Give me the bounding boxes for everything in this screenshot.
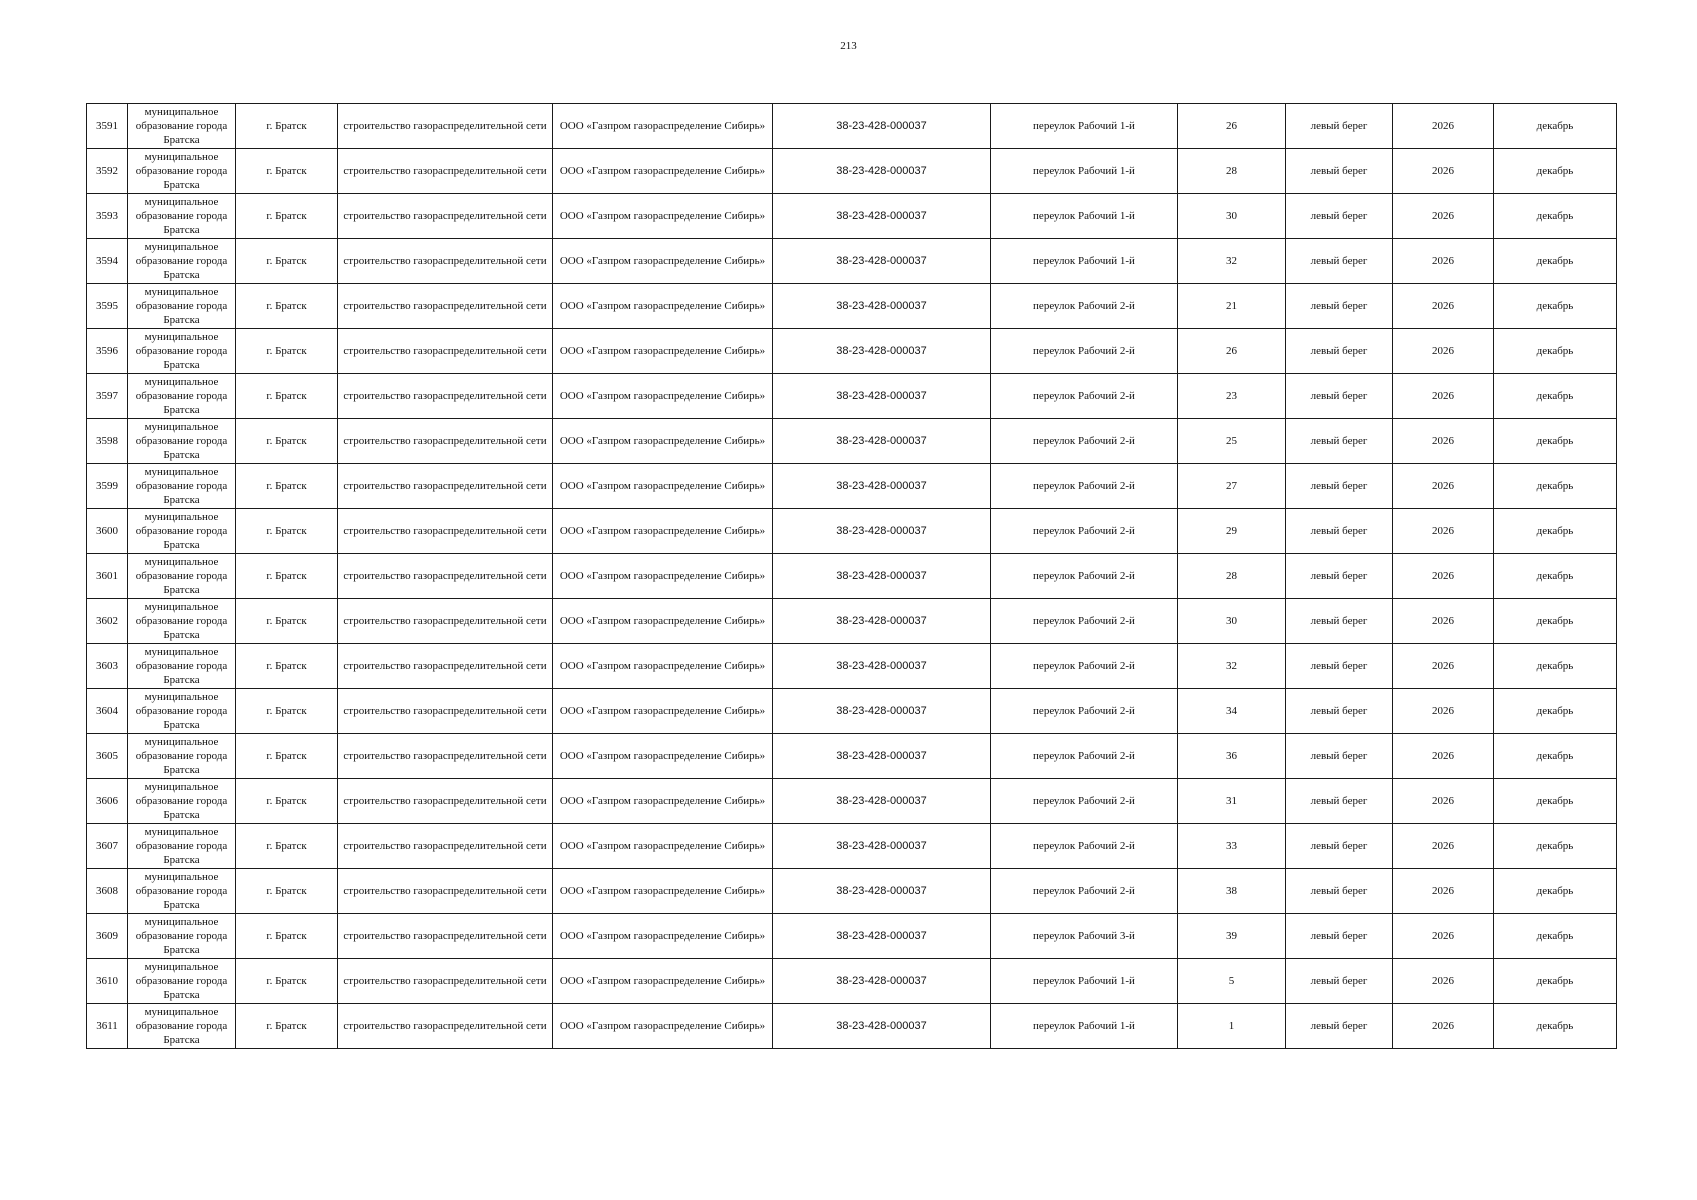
table-row [87,374,1617,419]
organization-cell: ООО «Газпром газораспределение Сибирь» [553,554,773,599]
city-cell: г. Братск [236,1004,338,1049]
street-cell: переулок Рабочий 2-й [991,509,1178,554]
row-number-cell: 3597 [87,374,128,419]
city-area-cell: левый берег [1286,869,1393,914]
street-cell: переулок Рабочий 2-й [991,554,1178,599]
year-cell: 2026 [1393,869,1494,914]
organization-cell: ООО «Газпром газораспределение Сибирь» [553,734,773,779]
work-type-cell: строительство газораспределительной сети [338,149,553,194]
city-area-cell: левый берег [1286,509,1393,554]
city-area-cell: левый берег [1286,554,1393,599]
city-cell: г. Братск [236,554,338,599]
work-type-cell: строительство газораспределительной сети [338,419,553,464]
city-cell: г. Братск [236,149,338,194]
organization-cell: ООО «Газпром газораспределение Сибирь» [553,644,773,689]
municipality-cell: муниципальное образование города Братска [128,194,236,239]
street-cell: переулок Рабочий 1-й [991,104,1178,149]
municipality-cell: муниципальное образование города Братска [128,734,236,779]
city-area-cell: левый берег [1286,419,1393,464]
object-code-cell: 38-23-428-000037 [773,599,991,644]
row-number-cell: 3598 [87,419,128,464]
city-area-cell: левый берег [1286,824,1393,869]
city-cell: г. Братск [236,914,338,959]
city-cell: г. Братск [236,194,338,239]
city-cell: г. Братск [236,239,338,284]
city-area-cell: левый берег [1286,599,1393,644]
table-row [87,329,1617,374]
city-cell: г. Братск [236,689,338,734]
month-cell: декабрь [1494,599,1617,644]
row-number-cell: 3600 [87,509,128,554]
city-area-cell: левый берег [1286,914,1393,959]
work-type-cell: строительство газораспределительной сети [338,194,553,239]
street-cell: переулок Рабочий 2-й [991,419,1178,464]
municipality-cell: муниципальное образование города Братска [128,374,236,419]
municipality-cell: муниципальное образование города Братска [128,1004,236,1049]
year-cell: 2026 [1393,284,1494,329]
city-area-cell: левый берег [1286,959,1393,1004]
house-number-cell: 21 [1178,284,1286,329]
organization-cell: ООО «Газпром газораспределение Сибирь» [553,914,773,959]
row-number-cell: 3608 [87,869,128,914]
organization-cell: ООО «Газпром газораспределение Сибирь» [553,599,773,644]
table-body [87,104,1617,1049]
row-number-cell: 3593 [87,194,128,239]
work-type-cell: строительство газораспределительной сети [338,284,553,329]
object-code-cell: 38-23-428-000037 [773,194,991,239]
house-number-cell: 33 [1178,824,1286,869]
organization-cell: ООО «Газпром газораспределение Сибирь» [553,239,773,284]
month-cell: декабрь [1494,104,1617,149]
table-row [87,959,1617,1004]
row-number-cell: 3591 [87,104,128,149]
house-number-cell: 27 [1178,464,1286,509]
house-number-cell: 30 [1178,194,1286,239]
object-code-cell: 38-23-428-000037 [773,464,991,509]
house-number-cell: 25 [1178,419,1286,464]
table-row [87,734,1617,779]
city-area-cell: левый берег [1286,194,1393,239]
row-number-cell: 3595 [87,284,128,329]
table-row [87,1004,1617,1049]
house-number-cell: 32 [1178,644,1286,689]
organization-cell: ООО «Газпром газораспределение Сибирь» [553,104,773,149]
year-cell: 2026 [1393,599,1494,644]
work-type-cell: строительство газораспределительной сети [338,554,553,599]
table-row [87,284,1617,329]
table-row [87,194,1617,239]
city-cell: г. Братск [236,779,338,824]
table-row [87,419,1617,464]
organization-cell: ООО «Газпром газораспределение Сибирь» [553,374,773,419]
organization-cell: ООО «Газпром газораспределение Сибирь» [553,329,773,374]
house-number-cell: 30 [1178,599,1286,644]
work-type-cell: строительство газораспределительной сети [338,689,553,734]
municipality-cell: муниципальное образование города Братска [128,239,236,284]
object-code-cell: 38-23-428-000037 [773,779,991,824]
street-cell: переулок Рабочий 2-й [991,689,1178,734]
work-type-cell: строительство газораспределительной сети [338,824,553,869]
city-cell: г. Братск [236,824,338,869]
work-type-cell: строительство газораспределительной сети [338,869,553,914]
city-area-cell: левый берег [1286,689,1393,734]
municipality-cell: муниципальное образование города Братска [128,329,236,374]
municipality-cell: муниципальное образование города Братска [128,464,236,509]
month-cell: декабрь [1494,689,1617,734]
municipality-cell: муниципальное образование города Братска [128,914,236,959]
municipality-cell: муниципальное образование города Братска [128,779,236,824]
table-row [87,824,1617,869]
object-code-cell: 38-23-428-000037 [773,329,991,374]
row-number-cell: 3606 [87,779,128,824]
municipality-cell: муниципальное образование города Братска [128,644,236,689]
work-type-cell: строительство газораспределительной сети [338,734,553,779]
month-cell: декабрь [1494,869,1617,914]
table-row [87,149,1617,194]
table-row [87,239,1617,284]
table-row [87,644,1617,689]
city-cell: г. Братск [236,419,338,464]
municipality-cell: муниципальное образование города Братска [128,554,236,599]
month-cell: декабрь [1494,194,1617,239]
row-number-cell: 3594 [87,239,128,284]
row-number-cell: 3602 [87,599,128,644]
house-number-cell: 31 [1178,779,1286,824]
object-code-cell: 38-23-428-000037 [773,509,991,554]
row-number-cell: 3604 [87,689,128,734]
row-number-cell: 3596 [87,329,128,374]
work-type-cell: строительство газораспределительной сети [338,779,553,824]
city-area-cell: левый берег [1286,104,1393,149]
street-cell: переулок Рабочий 2-й [991,329,1178,374]
organization-cell: ООО «Газпром газораспределение Сибирь» [553,869,773,914]
table-row [87,599,1617,644]
city-cell: г. Братск [236,509,338,554]
street-cell: переулок Рабочий 2-й [991,824,1178,869]
street-cell: переулок Рабочий 2-й [991,644,1178,689]
object-code-cell: 38-23-428-000037 [773,149,991,194]
year-cell: 2026 [1393,554,1494,599]
street-cell: переулок Рабочий 1-й [991,239,1178,284]
table-row [87,104,1617,149]
municipality-cell: муниципальное образование города Братска [128,824,236,869]
row-number-cell: 3607 [87,824,128,869]
organization-cell: ООО «Газпром газораспределение Сибирь» [553,464,773,509]
city-area-cell: левый берег [1286,1004,1393,1049]
city-cell: г. Братск [236,734,338,779]
city-cell: г. Братск [236,869,338,914]
object-code-cell: 38-23-428-000037 [773,689,991,734]
city-cell: г. Братск [236,599,338,644]
organization-cell: ООО «Газпром газораспределение Сибирь» [553,779,773,824]
row-number-cell: 3610 [87,959,128,1004]
month-cell: декабрь [1494,644,1617,689]
row-number-cell: 3605 [87,734,128,779]
organization-cell: ООО «Газпром газораспределение Сибирь» [553,149,773,194]
year-cell: 2026 [1393,644,1494,689]
city-area-cell: левый берег [1286,329,1393,374]
house-number-cell: 39 [1178,914,1286,959]
year-cell: 2026 [1393,149,1494,194]
municipality-cell: муниципальное образование города Братска [128,869,236,914]
work-type-cell: строительство газораспределительной сети [338,599,553,644]
work-type-cell: строительство газораспределительной сети [338,644,553,689]
object-code-cell: 38-23-428-000037 [773,284,991,329]
year-cell: 2026 [1393,509,1494,554]
organization-cell: ООО «Газпром газораспределение Сибирь» [553,1004,773,1049]
month-cell: декабрь [1494,1004,1617,1049]
month-cell: декабрь [1494,284,1617,329]
municipality-cell: муниципальное образование города Братска [128,959,236,1004]
row-number-cell: 3609 [87,914,128,959]
street-cell: переулок Рабочий 2-й [991,284,1178,329]
municipality-cell: муниципальное образование города Братска [128,284,236,329]
month-cell: декабрь [1494,779,1617,824]
house-number-cell: 23 [1178,374,1286,419]
house-number-cell: 34 [1178,689,1286,734]
table-row [87,869,1617,914]
year-cell: 2026 [1393,914,1494,959]
organization-cell: ООО «Газпром газораспределение Сибирь» [553,284,773,329]
month-cell: декабрь [1494,914,1617,959]
object-code-cell: 38-23-428-000037 [773,914,991,959]
city-area-cell: левый берег [1286,284,1393,329]
year-cell: 2026 [1393,959,1494,1004]
street-cell: переулок Рабочий 2-й [991,734,1178,779]
house-number-cell: 26 [1178,329,1286,374]
work-type-cell: строительство газораспределительной сети [338,1004,553,1049]
table-row [87,689,1617,734]
city-cell: г. Братск [236,464,338,509]
month-cell: декабрь [1494,554,1617,599]
year-cell: 2026 [1393,239,1494,284]
object-code-cell: 38-23-428-000037 [773,419,991,464]
work-type-cell: строительство газораспределительной сети [338,914,553,959]
row-number-cell: 3599 [87,464,128,509]
object-code-cell: 38-23-428-000037 [773,824,991,869]
house-number-cell: 5 [1178,959,1286,1004]
municipality-cell: муниципальное образование города Братска [128,149,236,194]
street-cell: переулок Рабочий 2-й [991,599,1178,644]
object-code-cell: 38-23-428-000037 [773,644,991,689]
house-number-cell: 28 [1178,149,1286,194]
work-type-cell: строительство газораспределительной сети [338,104,553,149]
street-cell: переулок Рабочий 2-й [991,374,1178,419]
work-type-cell: строительство газораспределительной сети [338,959,553,1004]
work-type-cell: строительство газораспределительной сети [338,374,553,419]
object-code-cell: 38-23-428-000037 [773,1004,991,1049]
organization-cell: ООО «Газпром газораспределение Сибирь» [553,509,773,554]
object-code-cell: 38-23-428-000037 [773,869,991,914]
street-cell: переулок Рабочий 1-й [991,149,1178,194]
city-area-cell: левый берег [1286,779,1393,824]
month-cell: декабрь [1494,464,1617,509]
municipality-cell: муниципальное образование города Братска [128,689,236,734]
city-area-cell: левый берег [1286,464,1393,509]
street-cell: переулок Рабочий 1-й [991,1004,1178,1049]
year-cell: 2026 [1393,734,1494,779]
year-cell: 2026 [1393,104,1494,149]
street-cell: переулок Рабочий 3-й [991,914,1178,959]
organization-cell: ООО «Газпром газораспределение Сибирь» [553,419,773,464]
street-cell: переулок Рабочий 2-й [991,464,1178,509]
page-number: 213 [840,40,857,52]
work-type-cell: строительство газораспределительной сети [338,464,553,509]
month-cell: декабрь [1494,959,1617,1004]
municipality-cell: муниципальное образование города Братска [128,419,236,464]
city-cell: г. Братск [236,374,338,419]
house-number-cell: 36 [1178,734,1286,779]
municipality-cell: муниципальное образование города Братска [128,509,236,554]
street-cell: переулок Рабочий 1-й [991,194,1178,239]
municipality-cell: муниципальное образование города Братска [128,599,236,644]
organization-cell: ООО «Газпром газораспределение Сибирь» [553,824,773,869]
city-cell: г. Братск [236,329,338,374]
street-cell: переулок Рабочий 1-й [991,959,1178,1004]
house-number-cell: 26 [1178,104,1286,149]
month-cell: декабрь [1494,149,1617,194]
year-cell: 2026 [1393,419,1494,464]
year-cell: 2026 [1393,779,1494,824]
house-number-cell: 29 [1178,509,1286,554]
street-cell: переулок Рабочий 2-й [991,779,1178,824]
object-code-cell: 38-23-428-000037 [773,734,991,779]
table-row [87,914,1617,959]
year-cell: 2026 [1393,824,1494,869]
object-code-cell: 38-23-428-000037 [773,959,991,1004]
city-area-cell: левый берег [1286,149,1393,194]
city-area-cell: левый берег [1286,644,1393,689]
object-code-cell: 38-23-428-000037 [773,374,991,419]
month-cell: декабрь [1494,329,1617,374]
city-cell: г. Братск [236,644,338,689]
municipality-cell: муниципальное образование города Братска [128,104,236,149]
row-number-cell: 3611 [87,1004,128,1049]
city-area-cell: левый берег [1286,734,1393,779]
organization-cell: ООО «Газпром газораспределение Сибирь» [553,194,773,239]
month-cell: декабрь [1494,419,1617,464]
city-cell: г. Братск [236,104,338,149]
city-area-cell: левый берег [1286,239,1393,284]
object-code-cell: 38-23-428-000037 [773,554,991,599]
city-cell: г. Братск [236,284,338,329]
month-cell: декабрь [1494,239,1617,284]
year-cell: 2026 [1393,464,1494,509]
registry-table [86,103,1617,1049]
month-cell: декабрь [1494,824,1617,869]
row-number-cell: 3603 [87,644,128,689]
year-cell: 2026 [1393,689,1494,734]
house-number-cell: 28 [1178,554,1286,599]
table-row [87,464,1617,509]
organization-cell: ООО «Газпром газораспределение Сибирь» [553,689,773,734]
year-cell: 2026 [1393,329,1494,374]
month-cell: декабрь [1494,374,1617,419]
year-cell: 2026 [1393,374,1494,419]
house-number-cell: 1 [1178,1004,1286,1049]
city-cell: г. Братск [236,959,338,1004]
row-number-cell: 3601 [87,554,128,599]
row-number-cell: 3592 [87,149,128,194]
street-cell: переулок Рабочий 2-й [991,869,1178,914]
work-type-cell: строительство газораспределительной сети [338,509,553,554]
table-row [87,779,1617,824]
house-number-cell: 32 [1178,239,1286,284]
month-cell: декабрь [1494,734,1617,779]
city-area-cell: левый берег [1286,374,1393,419]
house-number-cell: 38 [1178,869,1286,914]
object-code-cell: 38-23-428-000037 [773,104,991,149]
year-cell: 2026 [1393,194,1494,239]
table-row [87,509,1617,554]
organization-cell: ООО «Газпром газораспределение Сибирь» [553,959,773,1004]
work-type-cell: строительство газораспределительной сети [338,329,553,374]
year-cell: 2026 [1393,1004,1494,1049]
month-cell: декабрь [1494,509,1617,554]
table-row [87,554,1617,599]
work-type-cell: строительство газораспределительной сети [338,239,553,284]
object-code-cell: 38-23-428-000037 [773,239,991,284]
